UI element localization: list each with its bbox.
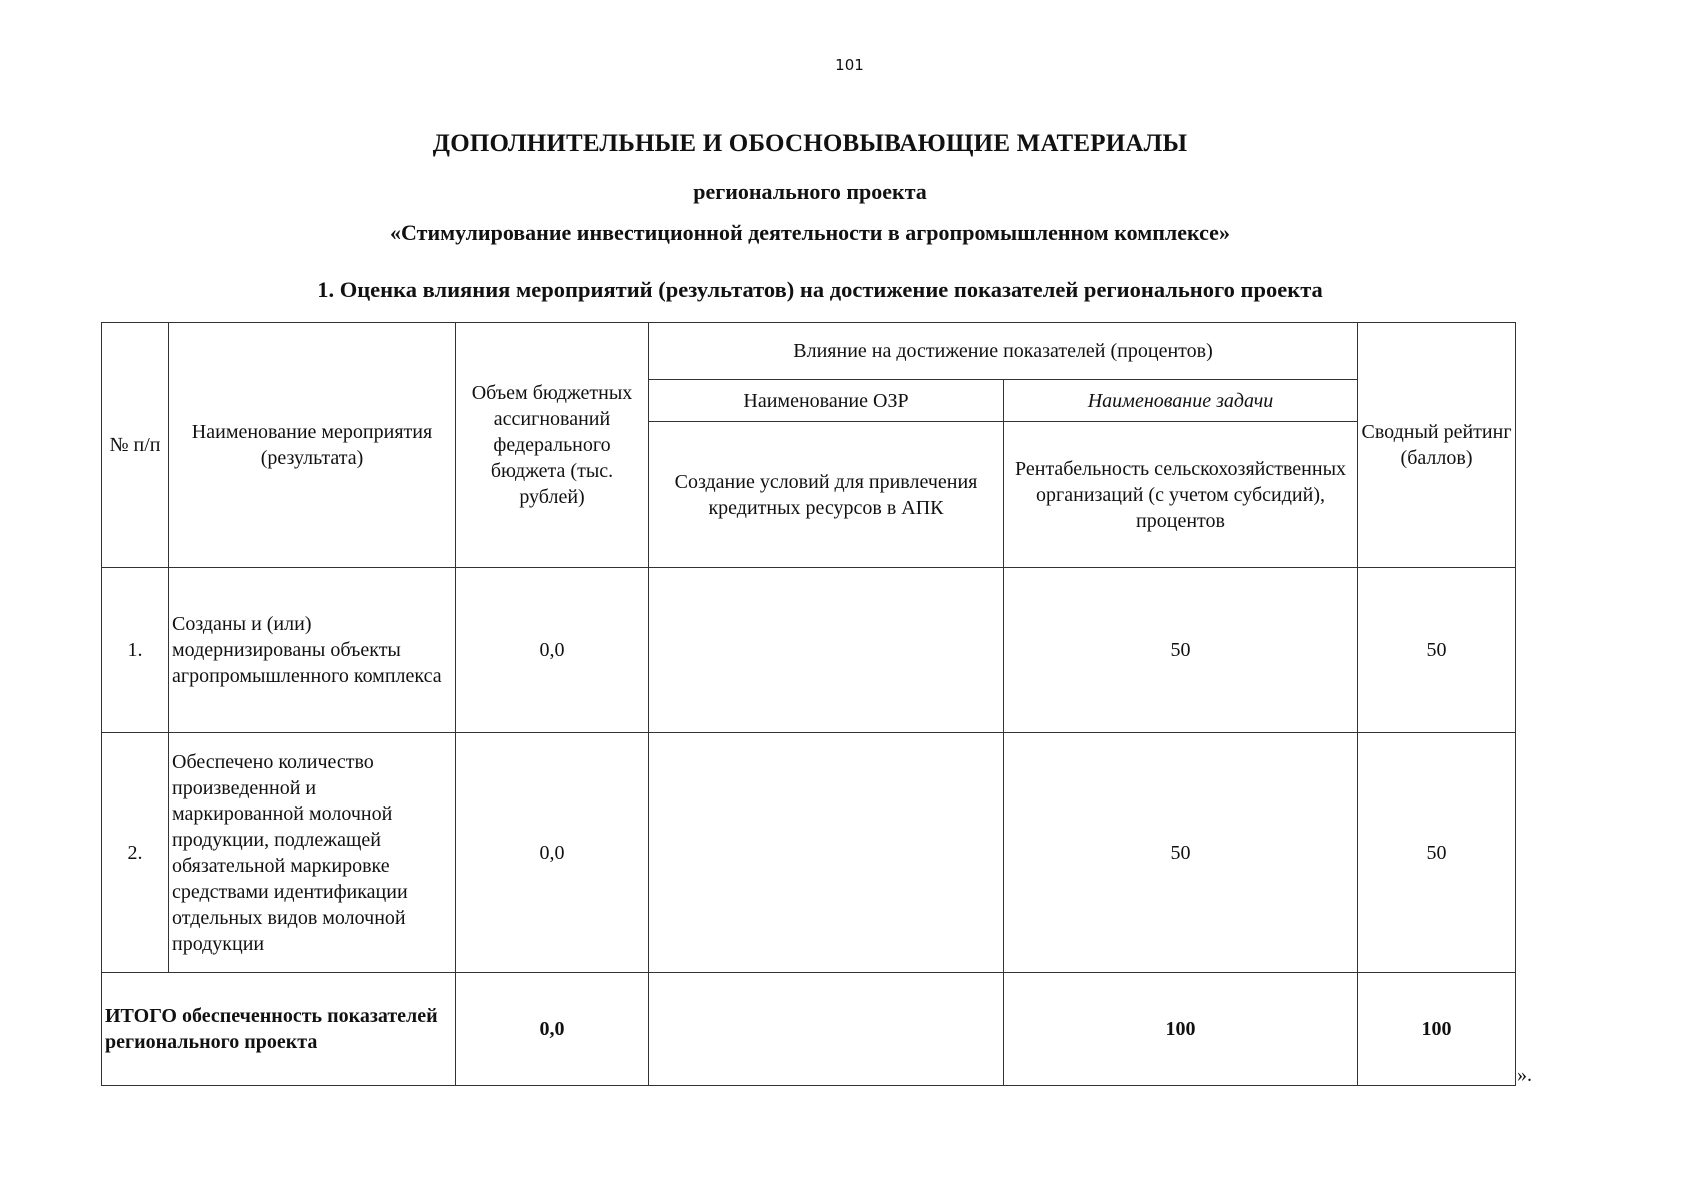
header-rating: Сводный рейтинг (баллов)	[1358, 323, 1516, 568]
header-ozr-label: Наименование ОЗР	[649, 380, 1004, 422]
row-task-value: 50	[1004, 733, 1358, 973]
row-num: 2.	[102, 733, 169, 973]
impact-assessment-table	[101, 322, 1516, 1086]
closing-quote-mark: ».	[1517, 1064, 1532, 1086]
total-task-value: 100	[1004, 973, 1358, 1086]
header-activity-name: Наименование мероприятия (результата)	[169, 323, 456, 568]
row-num: 1.	[102, 568, 169, 733]
header-task-label: Наименование задачи	[1004, 380, 1358, 422]
document-subtitle: регионального проекта	[693, 179, 927, 204]
header-impact: Влияние на достижение показателей (процентов)	[649, 323, 1358, 380]
table-row	[102, 733, 1516, 973]
total-budget: 0,0	[456, 973, 649, 1086]
row-rating: 50	[1358, 733, 1516, 973]
total-ozr-value	[649, 973, 1004, 1086]
row-task-value: 50	[1004, 568, 1358, 733]
row-activity-name: Обеспечено количество произведенной и маркированной молочной продукции, подлежащей обязательной маркировке средствами идентификации отдельных видов молочной продукции	[169, 733, 456, 973]
row-budget: 0,0	[456, 733, 649, 973]
row-rating: 50	[1358, 568, 1516, 733]
header-task-value: Рентабельность сельскохозяйственных организаций (с учетом субсидий), процентов	[1004, 422, 1358, 568]
row-ozr-value	[649, 568, 1004, 733]
header-budget: Объем бюджетных ассигнований федерального бюджета (тыс. рублей)	[456, 323, 649, 568]
total-rating: 100	[1358, 973, 1516, 1086]
header-num: № п/п	[102, 323, 169, 568]
total-row	[102, 973, 1516, 1086]
table-row	[102, 568, 1516, 733]
row-ozr-value	[649, 733, 1004, 973]
row-activity-name: Созданы и (или) модернизированы объекты агропромышленного комплекса	[169, 568, 456, 733]
section-heading: 1. Оценка влияния мероприятий (результатов) на достижение показателей регионального проекта	[317, 277, 1323, 302]
row-budget: 0,0	[456, 568, 649, 733]
page-number: 101	[835, 56, 864, 74]
project-name: «Стимулирование инвестиционной деятельности в агропромышленном комплексе»	[390, 220, 1230, 245]
header-ozr-value: Создание условий для привлечения кредитных ресурсов в АПК	[649, 422, 1004, 568]
document-title: ДОПОЛНИТЕЛЬНЫЕ И ОБОСНОВЫВАЮЩИЕ МАТЕРИАЛЫ	[432, 130, 1188, 157]
total-label: ИТОГО обеспеченность показателей регионального проекта	[102, 973, 456, 1086]
